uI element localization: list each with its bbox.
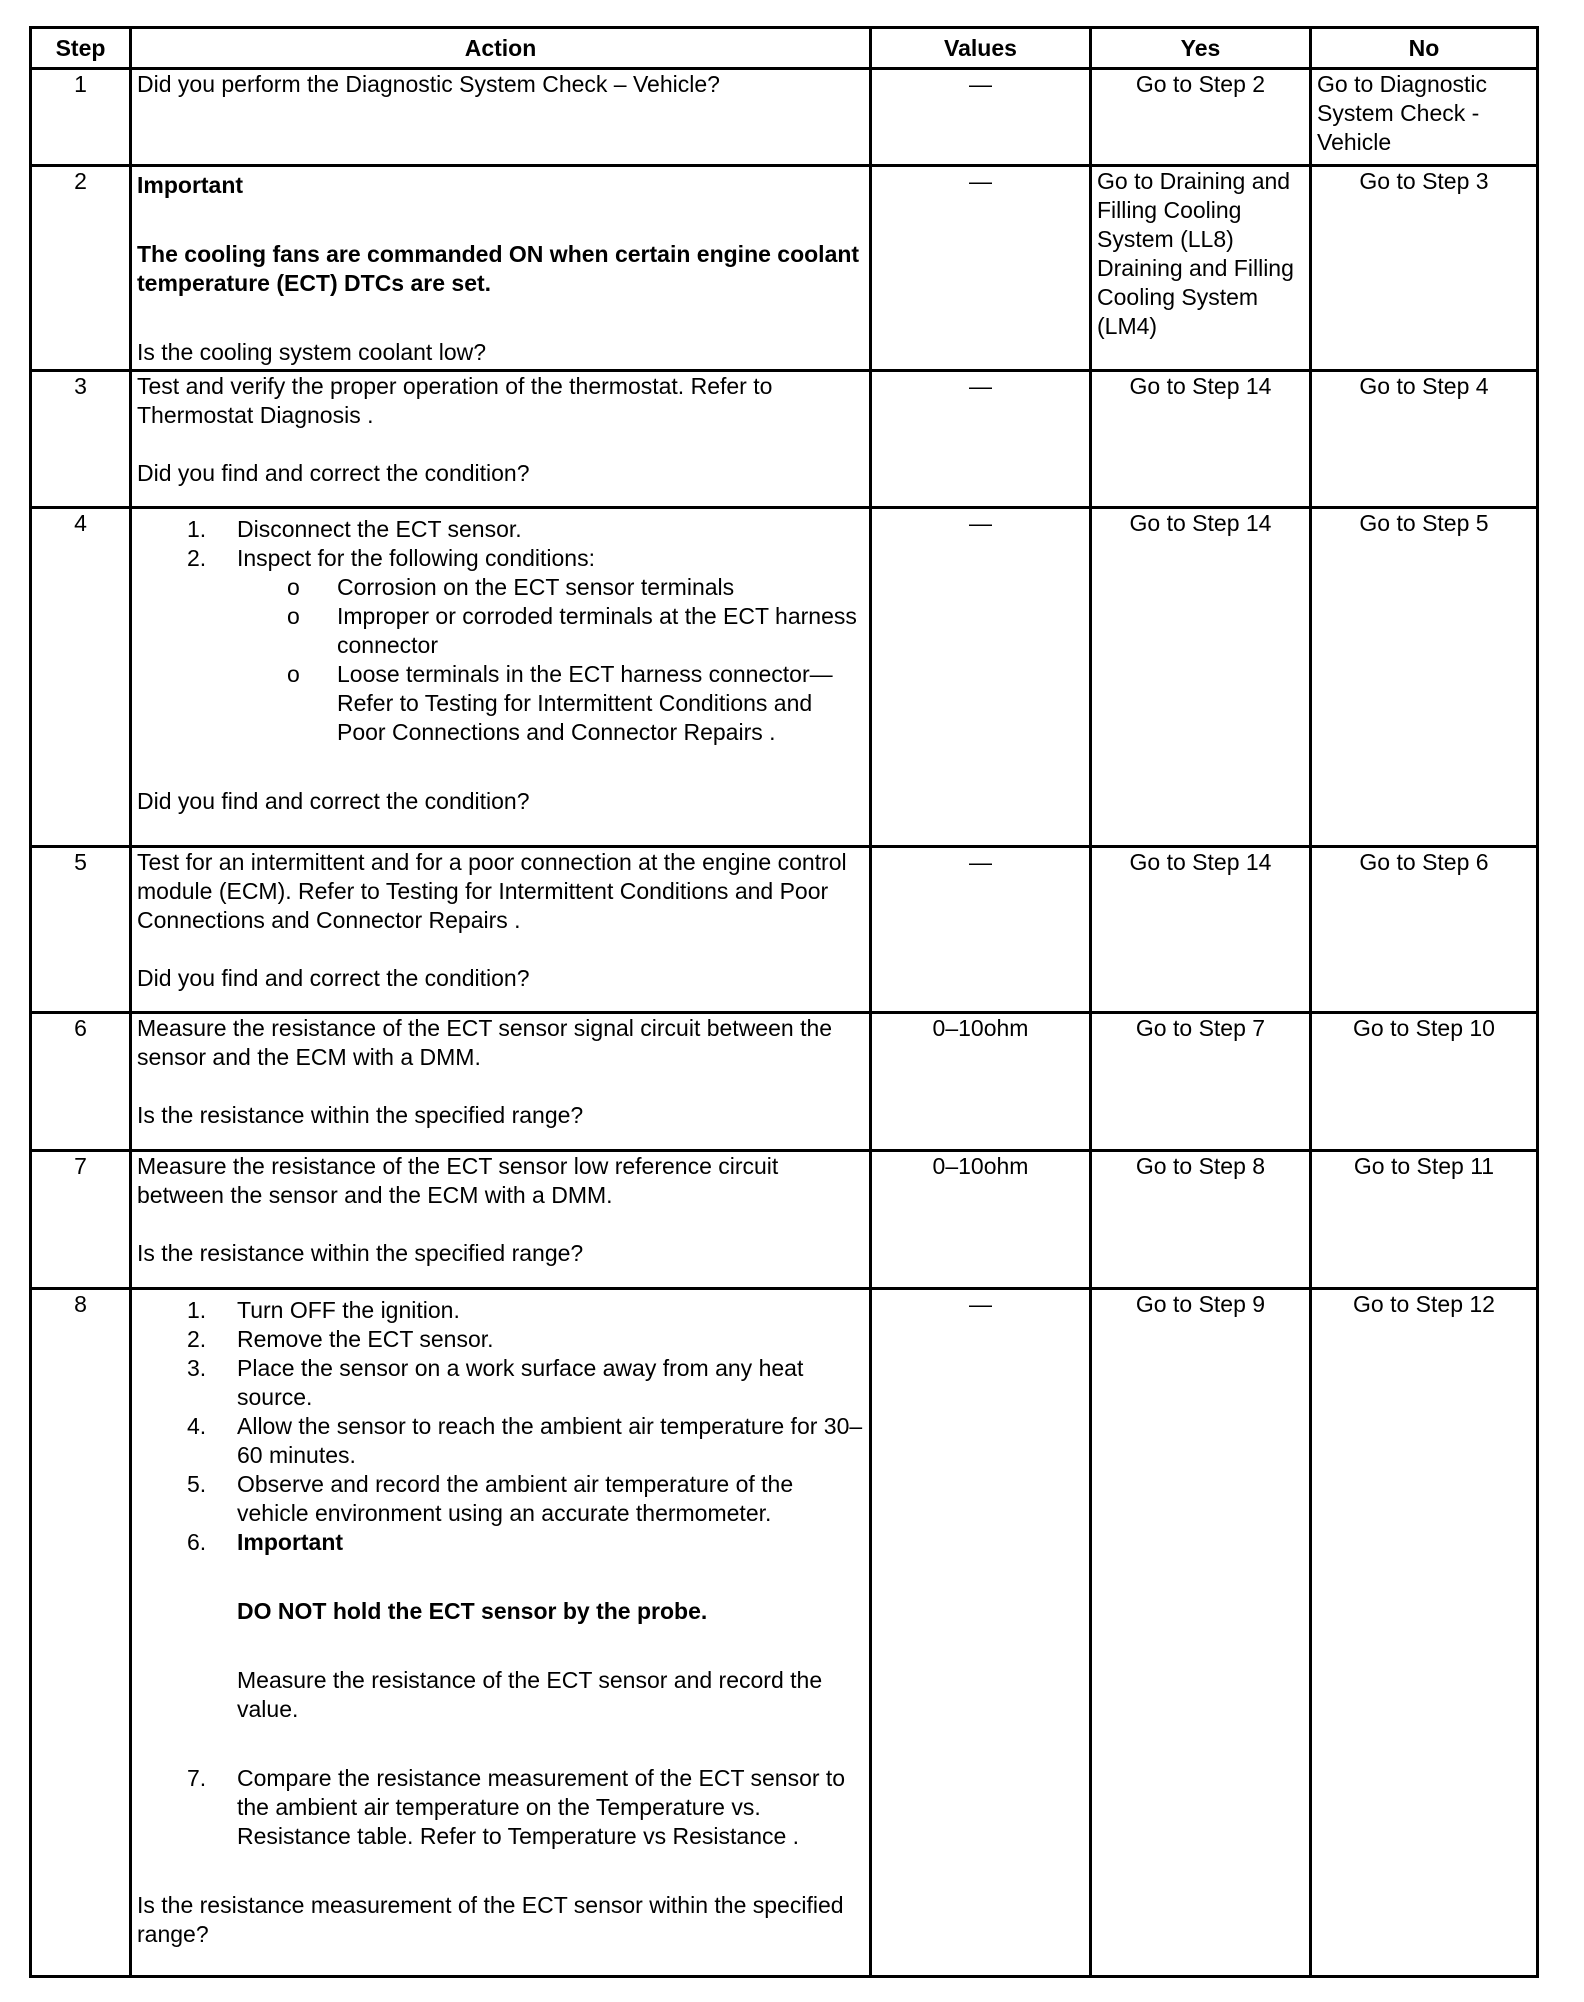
action-text: Test and verify the proper operation of the thermostat. Refer to Thermostat Diagnosis . [137,373,773,428]
values-cell: — [871,371,1091,508]
action-question: Did you find and correct the condition? [137,460,530,486]
list-item: o Corrosion on the ECT sensor terminals [287,574,735,600]
action-cell [131,1289,871,1977]
values-cell: — [871,847,1091,1013]
list-item: o Loose terminals in the ECT harness connector—Refer to Testing for Intermittent Conditions and Poor Connections and Connector Repairs . [287,661,833,745]
diagnostic-table [29,26,1539,1978]
step-number: 3 [31,371,131,508]
header-no: No [1311,28,1538,69]
table-row-step-6 [31,1013,1538,1151]
action-question: Did you perform the Diagnostic System Check – Vehicle? [137,71,720,97]
action-text: Measure the resistance of the ECT sensor low reference circuit between the sensor and the ECM with a DMM. [137,1153,779,1208]
table-row-step-2 [31,166,1538,371]
action-text: Measure the resistance of the ECT sensor signal circuit between the sensor and the ECM with a DMM. [137,1015,833,1070]
important-text: The cooling fans are commanded ON when certain engine coolant temperature (ECT) DTCs are set. [137,241,860,296]
list-item: 2. Inspect for the following conditions: [187,545,595,571]
yes-cell: Go to Step 14 [1091,847,1311,1013]
step-number: 8 [31,1289,131,1977]
header-row [31,28,1538,69]
table-row-step-7 [31,1151,1538,1289]
values-cell: — [871,166,1091,371]
measure-text: Measure the resistance of the ECT sensor and record the value. [237,1667,823,1722]
action-question: Is the resistance measurement of the ECT sensor within the specified range? [137,1892,844,1947]
table-row-step-4 [31,508,1538,847]
action-cell [131,1151,871,1289]
yes-cell: Go to Step 14 [1091,508,1311,847]
table-row-step-5 [31,847,1538,1013]
procedure-list [137,515,864,573]
no-cell: Go to Step 5 [1311,508,1538,847]
action-question: Did you find and correct the condition? [137,965,530,991]
important-label: Important [137,172,244,198]
yes-cell: Go to Step 9 [1091,1289,1311,1977]
no-cell: Go to Step 6 [1311,847,1538,1013]
action-cell [131,508,871,847]
yes-cell: Go to Step 14 [1091,371,1311,508]
list-item: 7. Compare the resistance measurement of the ECT sensor to the ambient air temperature on the Temperature vs. Resistance table. Refer to Temperature vs Resistance . [187,1765,846,1849]
table-row-step-1 [31,69,1538,166]
action-cell [131,166,871,371]
procedure-list [137,1296,864,1557]
values-cell: 0–10ohm [871,1151,1091,1289]
table-row-step-3 [31,371,1538,508]
important-text: DO NOT hold the ECT sensor by the probe. [237,1598,708,1624]
values-cell: — [871,508,1091,847]
header-values: Values [871,28,1091,69]
action-cell [131,371,871,508]
yes-cell: Go to Draining and Filling Cooling System (LL8) Draining and Filling Cooling System (LM4) [1091,166,1311,371]
procedure-list-continued [137,1764,864,1851]
no-cell: Go to Step 3 [1311,166,1538,371]
action-cell [131,1013,871,1151]
action-question: Is the cooling system coolant low? [137,339,487,365]
yes-cell: Go to Step 7 [1091,1013,1311,1151]
header-yes: Yes [1091,28,1311,69]
action-text: Test for an intermittent and for a poor connection at the engine control module (ECM). Refer to Testing for Intermittent Conditions and Poor Connections and Connector Repairs . [137,849,847,933]
action-cell [131,69,871,166]
action-question: Is the resistance within the specified range? [137,1102,584,1128]
list-item: o Improper or corroded terminals at the ECT harness connector [287,603,857,658]
values-cell: — [871,1289,1091,1977]
step-number: 6 [31,1013,131,1151]
no-cell: Go to Step 11 [1311,1151,1538,1289]
no-cell: Go to Diagnostic System Check - Vehicle [1311,69,1538,166]
step-number: 4 [31,508,131,847]
list-item: 1. Turn OFF the ignition. [187,1297,460,1323]
header-step: Step [31,28,131,69]
yes-cell: Go to Step 2 [1091,69,1311,166]
step-number: 7 [31,1151,131,1289]
list-item: 2. Remove the ECT sensor. [187,1326,494,1352]
action-question: Is the resistance within the specified range? [137,1240,584,1266]
list-item: 3. Place the sensor on a work surface away from any heat source. [187,1355,804,1410]
yes-cell: Go to Step 8 [1091,1151,1311,1289]
action-question: Did you find and correct the condition? [137,788,530,814]
condition-list [137,573,864,747]
list-item: 1. Disconnect the ECT sensor. [187,516,522,542]
step-number: 2 [31,166,131,371]
list-item: 6. Important [187,1529,344,1555]
values-cell: — [871,69,1091,166]
no-cell: Go to Step 12 [1311,1289,1538,1977]
values-cell: 0–10ohm [871,1013,1091,1151]
list-item: 5. Observe and record the ambient air temperature of the vehicle environment using an accurate thermometer. [187,1471,794,1526]
no-cell: Go to Step 4 [1311,371,1538,508]
list-item: 4. Allow the sensor to reach the ambient air temperature for 30–60 minutes. [187,1413,863,1468]
header-action: Action [131,28,871,69]
no-cell: Go to Step 10 [1311,1013,1538,1151]
action-cell [131,847,871,1013]
step-number: 1 [31,69,131,166]
table-row-step-8 [31,1289,1538,1977]
step-number: 5 [31,847,131,1013]
